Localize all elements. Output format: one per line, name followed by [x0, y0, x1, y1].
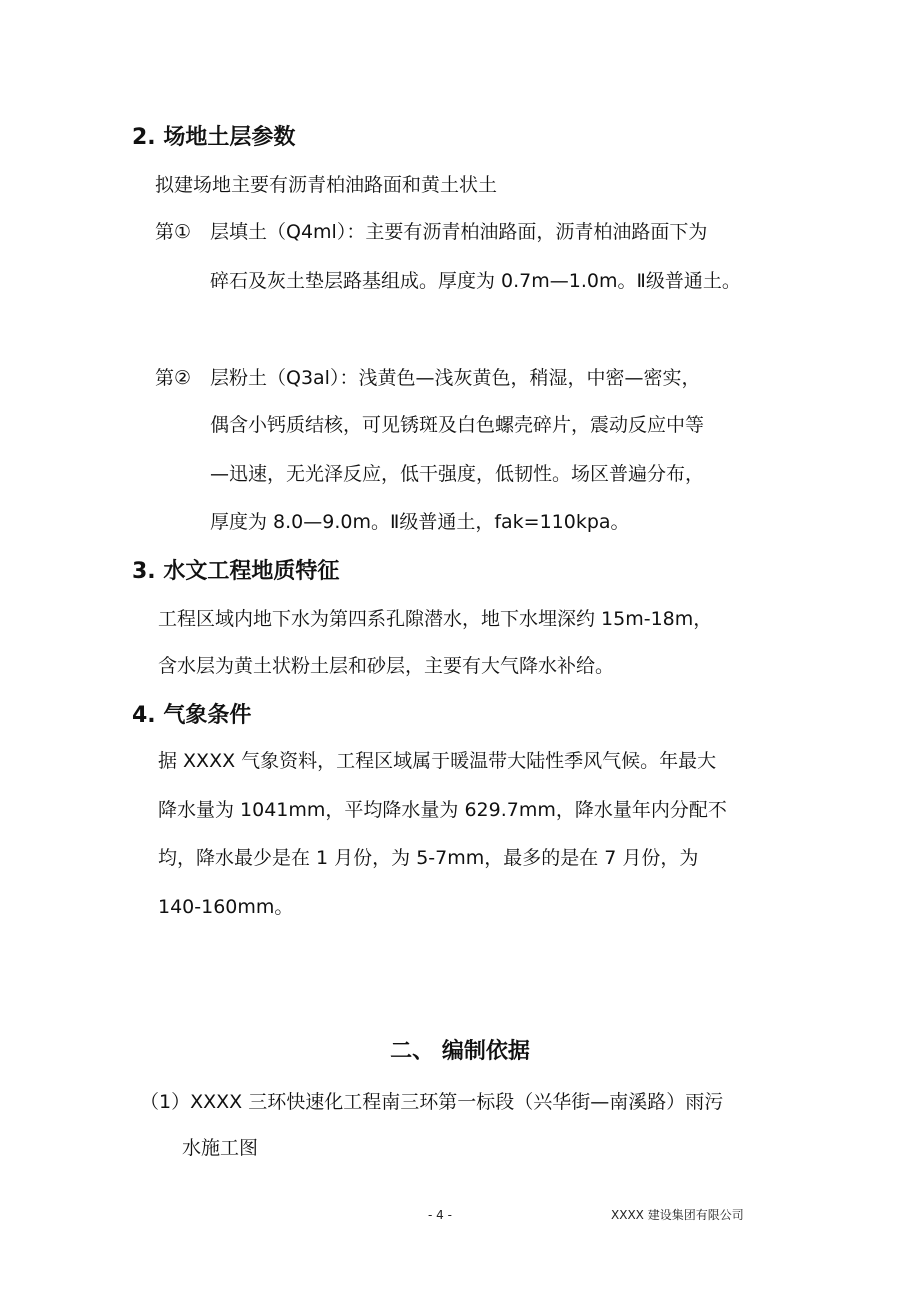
section-4-line: 140-160mm。 [158, 896, 294, 918]
section-3-line: 含水层为黄土状粉土层和砂层，主要有大气降水补给。 [158, 655, 615, 677]
section-4-line: 据 XXXX 气象资料，工程区域属于暖温带大陆性季风气候。年最大 [158, 750, 717, 772]
layer-2-line: 层粉土（Q3al）：浅黄色—浅灰黄色，稍湿，中密—密实， [210, 367, 701, 389]
section-4-line: 降水量为 1041mm，平均降水量为 629.7mm，降水量年内分配不 [158, 799, 727, 821]
layer-2-label: 第② [155, 367, 192, 389]
reference-item-continuation: 水施工图 [182, 1137, 259, 1159]
layer-2-line: 偶含小钙质结核，可见锈斑及白色螺壳碎片，震动反应中等 [210, 414, 705, 436]
layer-2-line: —迅速，无光泽反应，低干强度，低韧性。场区普遍分布， [210, 463, 705, 485]
layer-1-line: 层填土（Q4ml）：主要有沥青柏油路面，沥青柏油路面下为 [210, 221, 708, 243]
section-3-line: 工程区域内地下水为第四系孔隙潜水，地下水埋深约 15m-18m， [158, 608, 713, 630]
page-number: - 4 - [428, 1208, 452, 1222]
layer-2-line: 厚度为 8.0—9.0m。Ⅱ级普通土，fak=110kpa。 [210, 511, 630, 533]
layer-1-line: 碎石及灰土垫层路基组成。厚度为 0.7m—1.0m。Ⅱ级普通土。 [210, 270, 741, 292]
section-2-heading: 2. 场地土层参数 [132, 125, 296, 150]
section-4-heading: 4. 气象条件 [132, 703, 252, 728]
reference-item: （1）XXXX 三环快速化工程南三环第一标段（兴华街—南溪路）雨污 [140, 1091, 724, 1113]
layer-1-label: 第① [155, 221, 192, 243]
section-4-line: 均，降水最少是在 1 月份，为 5-7mm，最多的是在 7 月份，为 [158, 847, 699, 869]
section-3-heading: 3. 水文工程地质特征 [132, 559, 340, 584]
footer-company: XXXX 建设集团有限公司 [611, 1208, 744, 1222]
chapter-heading: 二、 编制依据 [390, 1039, 530, 1064]
section-2-intro: 拟建场地主要有沥青柏油路面和黄土状土 [155, 174, 498, 196]
